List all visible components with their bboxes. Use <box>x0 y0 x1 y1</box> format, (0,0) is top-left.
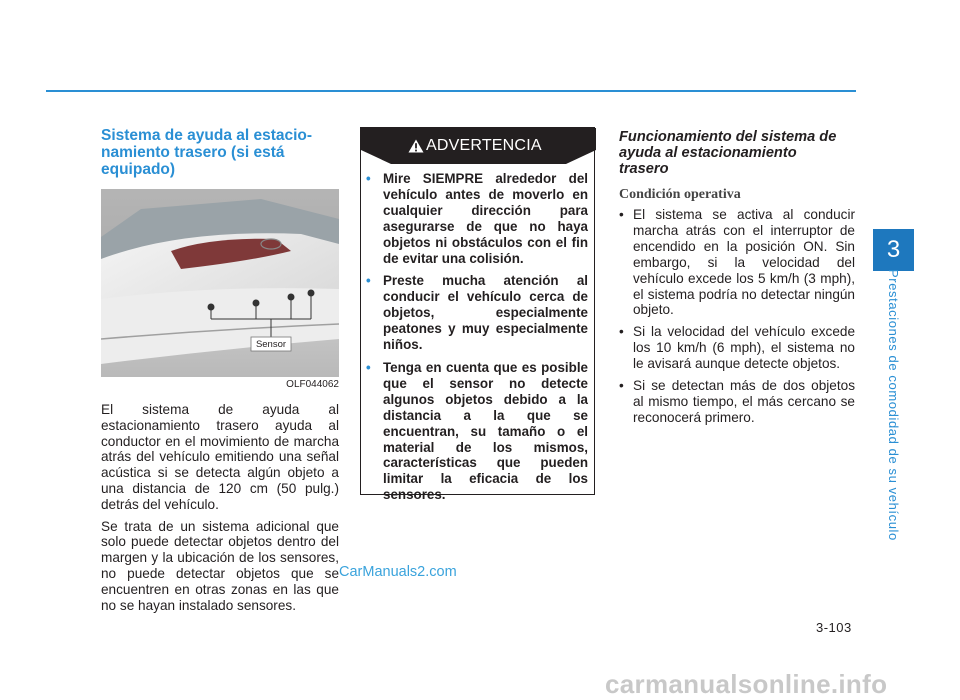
chapter-side-label: Prestaciones de comodidad de su vehículo <box>886 268 901 541</box>
operation-item: • El sistema se activa al conducir marcha atrás con el interruptor de encendido en la posición ON. Sin embargo, si la velocidad del vehículo excede los 5 km/h (3 mph), el sistema podría no detectar ningún objeto. <box>619 207 855 318</box>
watermark-text: carmanualsonline.info <box>605 669 888 699</box>
sensor-label: Sensor <box>255 339 287 350</box>
watermark-link[interactable]: CarManuals2.com <box>339 564 457 580</box>
rear-bumper-photo <box>101 189 339 377</box>
warning-list <box>366 171 588 510</box>
section-title: Sistema de ayuda al estacio- namiento trasero (si está equipado) <box>101 127 313 178</box>
warning-item: • Preste mucha atención al conducir el vehículo cerca de objetos, especialmente peatones y muy especialmente niños. <box>366 273 588 353</box>
section-paragraph: Se trata de un sistema adicional que solo puede detectar objetos dentro del margen y la ubicación de los sensores, no puede detectar objetos que se encuentren en otras zonas en las que no se hayan instalado sensores. <box>101 518 339 613</box>
warning-title: ADVERTENCIA <box>426 137 542 154</box>
warning-triangle-icon <box>408 139 424 153</box>
page-number: 3-103 <box>816 620 852 635</box>
warning-item: • Mire SIEMPRE alrededor del vehículo antes de moverlo en cualquier dirección para asegurarse de que no haya objetos ni obstáculos con el fin de evitar una colisión. <box>366 171 588 266</box>
chapter-tab: 3 <box>873 229 914 271</box>
operation-title: Funcionamiento del sistema de ayuda al estacionamiento trasero <box>619 129 837 177</box>
header-rule <box>46 90 856 92</box>
operation-item: • Si la velocidad del vehículo excede los 10 km/h (6 mph), el sistema no le avisará aunque detecte objetos. <box>619 324 855 372</box>
operation-item: • Si se detectan más de dos objetos al mismo tiempo, el más cercano se reconocerá primero. <box>619 378 855 425</box>
operation-column <box>619 129 855 432</box>
figure-code: OLF044062 <box>286 379 339 390</box>
warning-item: • Tenga en cuenta que es posible que el sensor no detecte algunos objetos debido a la distancia a la que se encuentran, su tamaño o el material de los mismos, características que pueden limitar la eficacia de los sensores. <box>366 359 588 503</box>
section-column <box>101 127 339 613</box>
operation-subtitle: Condición operativa <box>619 187 741 202</box>
operation-list <box>619 207 855 426</box>
section-paragraph: El sistema de ayuda al estacionamiento trasero ayuda al conductor en el movimiento de marcha atrás del vehículo emitiendo una señal acústica si se detecta algún objeto a una distancia de 120 cm (50 pulg.) detrás del vehículo. <box>101 402 339 512</box>
